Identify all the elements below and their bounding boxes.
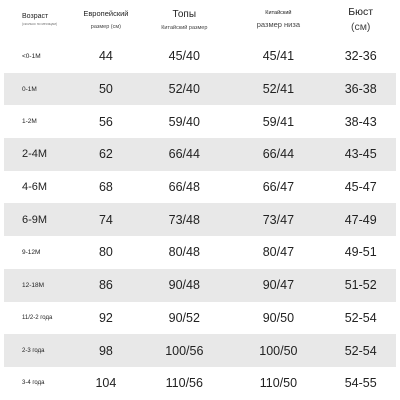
age-cell: 2-4M: [22, 148, 48, 161]
header-eu-size: [75, 10, 138, 30]
eu-size-cell: 44: [98, 49, 113, 64]
header-tops: [137, 9, 231, 31]
table-row: [4, 203, 396, 236]
tops-cell: 73/48: [168, 212, 200, 227]
tops-cell: 52/40: [168, 82, 200, 97]
bottoms-cell: 90/50: [262, 310, 295, 325]
age-cell: 4-6M: [22, 181, 48, 194]
tops-cell: 90/48: [168, 278, 200, 293]
tops-cell: 90/52: [168, 310, 200, 325]
bottoms-cell: 66/44: [262, 147, 295, 162]
bottoms-cell: 59/41: [262, 114, 295, 129]
header-age-subtitle: (сколько по месяцам): [22, 22, 58, 27]
eu-size-cell: 92: [98, 310, 113, 325]
header-age: [4, 13, 75, 28]
table-row: [4, 236, 396, 269]
bust-cell: 38-43: [344, 114, 377, 129]
bust-cell: 51-52: [344, 278, 377, 293]
age-cell: 6-9M: [22, 213, 48, 226]
eu-size-cell: 62: [98, 147, 113, 162]
bottoms-cell: 66/47: [262, 180, 295, 195]
table-row: [4, 138, 396, 171]
age-cell: 3-4 года: [22, 380, 45, 387]
header-bottoms-subtitle: размер низа: [256, 20, 300, 30]
tops-cell: 45/40: [168, 49, 200, 64]
bottoms-cell: 100/50: [259, 343, 298, 358]
age-cell: <0-1M: [22, 52, 41, 60]
eu-size-cell: 56: [98, 114, 113, 129]
table-row: [4, 367, 396, 400]
bottoms-cell: 80/47: [262, 245, 295, 260]
bust-cell: 36-38: [344, 82, 377, 97]
bust-cell: 43-45: [344, 147, 377, 162]
size-chart: [4, 0, 396, 400]
eu-size-cell: 86: [98, 278, 113, 293]
bottoms-cell: 52/41: [262, 82, 295, 97]
bottoms-cell: 45/41: [262, 49, 295, 64]
table-row: [4, 269, 396, 302]
bust-cell: 52-54: [344, 310, 377, 325]
header-bust-subtitle: (см): [350, 20, 371, 33]
table-row: [4, 171, 396, 204]
table-row: [4, 302, 396, 335]
bust-cell: 52-54: [344, 343, 377, 358]
tops-cell: 80/48: [168, 245, 200, 260]
table-row: [4, 40, 396, 73]
bottoms-cell: 90/47: [262, 278, 295, 293]
tops-cell: 66/44: [168, 147, 200, 162]
bust-cell: 47-49: [344, 212, 377, 227]
header-bottoms: [231, 10, 325, 29]
header-bust: [325, 7, 396, 33]
eu-size-cell: 98: [98, 343, 113, 358]
age-cell: 11/2-2 года: [22, 314, 53, 321]
table-body: [4, 40, 396, 400]
tops-cell: 59/40: [168, 114, 200, 129]
tops-cell: 66/48: [168, 180, 200, 195]
eu-size-cell: 104: [95, 376, 117, 391]
table-row: [4, 73, 396, 106]
bust-cell: 54-55: [344, 376, 377, 391]
header-eu-title: Европейский: [83, 8, 129, 18]
header-bust-title: Бюст: [348, 5, 374, 18]
bottoms-cell: 73/47: [262, 212, 295, 227]
age-cell: 1-2M: [22, 118, 37, 126]
age-cell: 9-12M: [22, 248, 41, 256]
header-tops-subtitle: Китайский размер: [161, 24, 208, 31]
tops-cell: 110/56: [165, 376, 203, 391]
table-row: [4, 105, 396, 138]
age-cell: 12-18M: [22, 281, 45, 289]
eu-size-cell: 74: [98, 212, 113, 227]
age-cell: 0-1M: [22, 85, 37, 93]
bust-cell: 49-51: [344, 245, 377, 260]
eu-size-cell: 80: [98, 245, 113, 260]
bust-cell: 45-47: [344, 180, 377, 195]
header-bottoms-title: Китайский: [265, 10, 292, 17]
age-cell: 2-3 года: [22, 347, 45, 354]
bottoms-cell: 110/50: [259, 376, 298, 391]
bust-cell: 32-36: [344, 49, 377, 64]
tops-cell: 100/56: [165, 343, 204, 358]
header-eu-subtitle: размер (см): [90, 24, 121, 31]
eu-size-cell: 68: [98, 180, 113, 195]
eu-size-cell: 50: [98, 82, 113, 97]
table-header: [4, 0, 396, 40]
header-age-title: Возраст: [22, 12, 49, 20]
table-row: [4, 334, 396, 367]
header-tops-title: Топы: [172, 8, 197, 20]
